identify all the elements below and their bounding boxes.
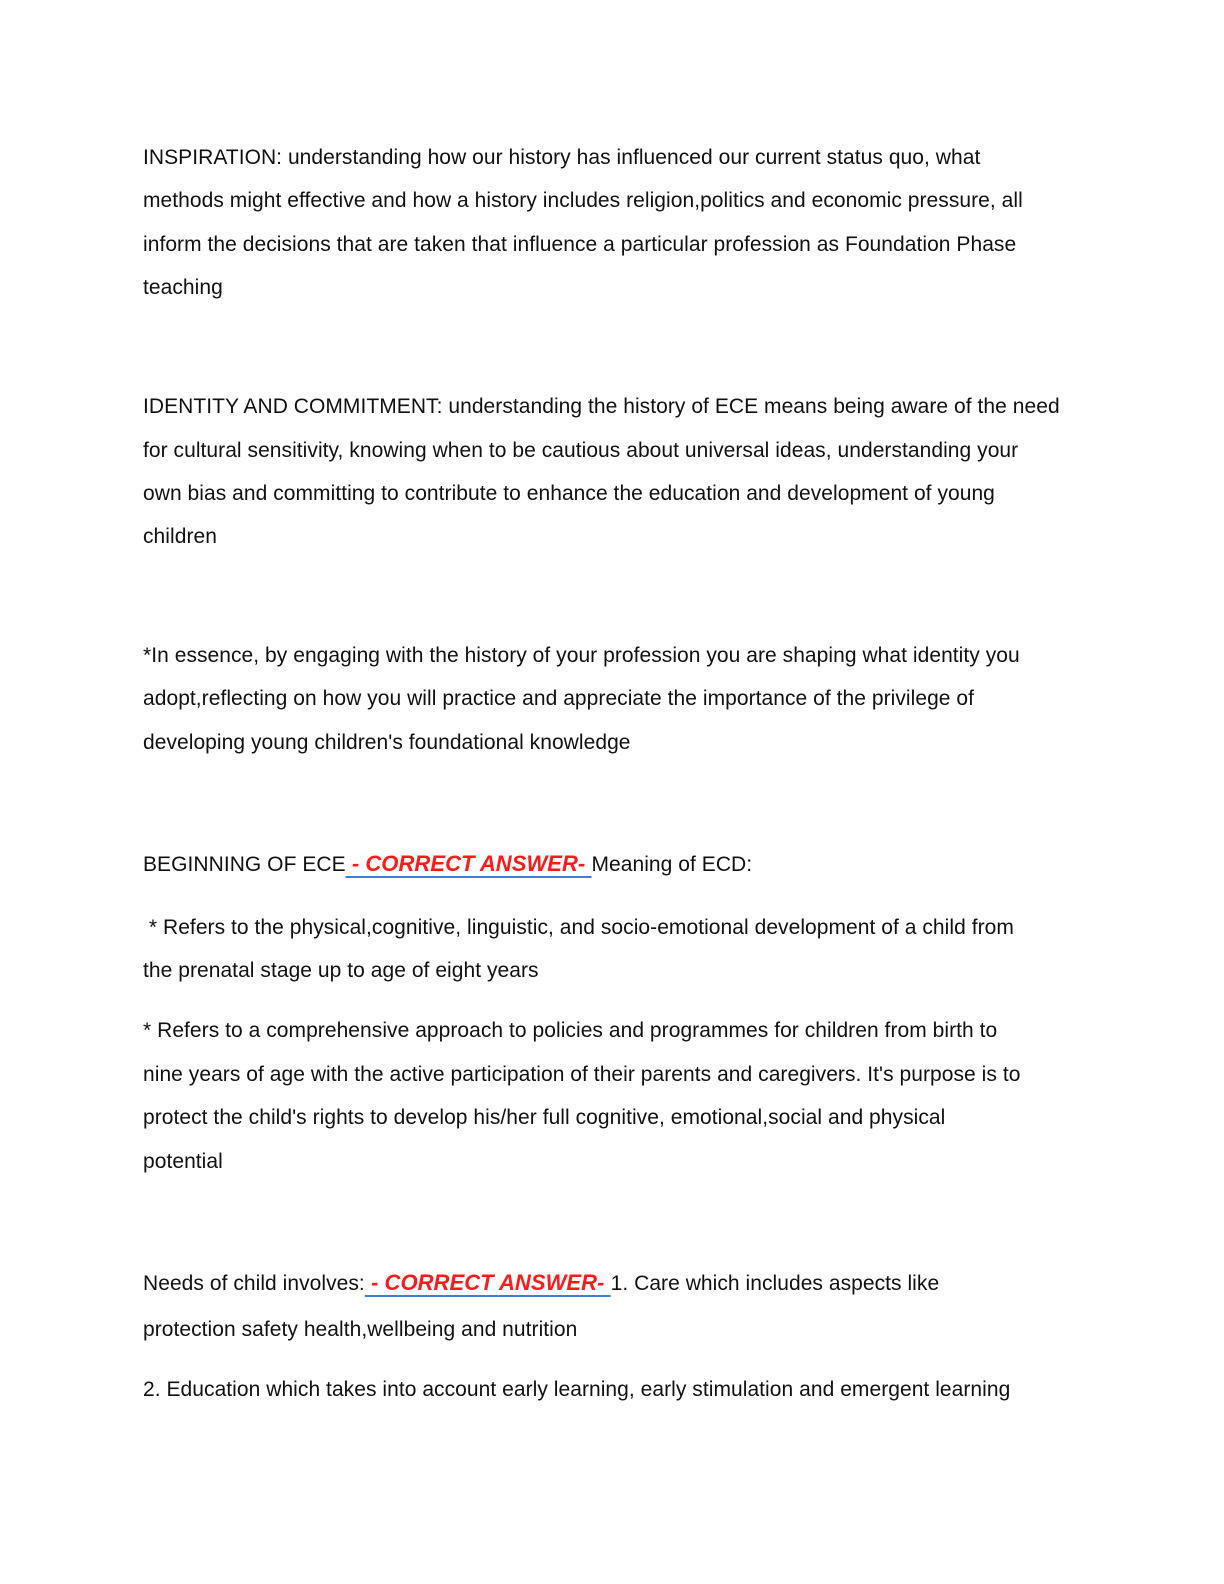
- beginning-bullet1-line-1: * Refers to the physical,cognitive, linguistic, and socio-emotional development of a child from: [143, 916, 1014, 939]
- essence-line-1: *In essence, by engaging with the history of your profession you are shaping what identity you: [143, 644, 1020, 667]
- identity-line-3: own bias and committing to contribute to enhance the education and development of young: [143, 482, 995, 505]
- beginning-bullet2-line-2: nine years of age with the active participation of their parents and caregivers. It's purpose is to: [143, 1063, 1021, 1086]
- identity-line-4: children: [143, 525, 217, 548]
- inspiration-line-2: methods might effective and how a history includes religion,politics and economic pressure, all: [143, 189, 1023, 212]
- beginning-answer-start: Meaning of ECD:: [591, 853, 753, 876]
- identity-line-1: IDENTITY AND COMMITMENT: understanding the history of ECE means being aware of the need: [143, 395, 1060, 418]
- needs-question-line: [143, 1269, 1083, 1298]
- inspiration-line-4: teaching: [143, 276, 223, 299]
- needs-question: Needs of child involves:: [143, 1272, 365, 1295]
- beginning-question-line: [143, 850, 1083, 879]
- inspiration-line-1: INSPIRATION: understanding how our history has influenced our current status quo, what: [143, 146, 981, 169]
- correct-answer-marker: - CORRECT ANSWER-: [345, 851, 592, 876]
- essence-line-3: developing young children's foundational knowledge: [143, 731, 631, 754]
- essence-line-2: adopt,reflecting on how you will practice and appreciate the importance of the privilege of: [143, 687, 975, 710]
- needs-answer-line-2: protection safety health,wellbeing and nutrition: [143, 1318, 578, 1341]
- inspiration-line-3: inform the decisions that are taken that influence a particular profession as Foundation Phase: [143, 233, 1017, 256]
- beginning-question: BEGINNING OF ECE: [143, 853, 346, 876]
- beginning-bullet2-line-3: protect the child's rights to develop his/her full cognitive, emotional,social and physical: [143, 1106, 946, 1129]
- needs-answer-start: 1. Care which includes aspects like: [610, 1272, 940, 1295]
- beginning-bullet2-line-1: * Refers to a comprehensive approach to policies and programmes for children from birth to: [143, 1019, 998, 1042]
- needs-item-2: 2. Education which takes into account early learning, early stimulation and emergent learning: [143, 1378, 1011, 1401]
- beginning-bullet2-line-4: potential: [143, 1150, 223, 1173]
- beginning-bullet1-line-2: the prenatal stage up to age of eight years: [143, 959, 539, 982]
- correct-answer-marker: - CORRECT ANSWER-: [364, 1270, 611, 1295]
- identity-line-2: for cultural sensitivity, knowing when to be cautious about universal ideas, understanding your: [143, 439, 1019, 462]
